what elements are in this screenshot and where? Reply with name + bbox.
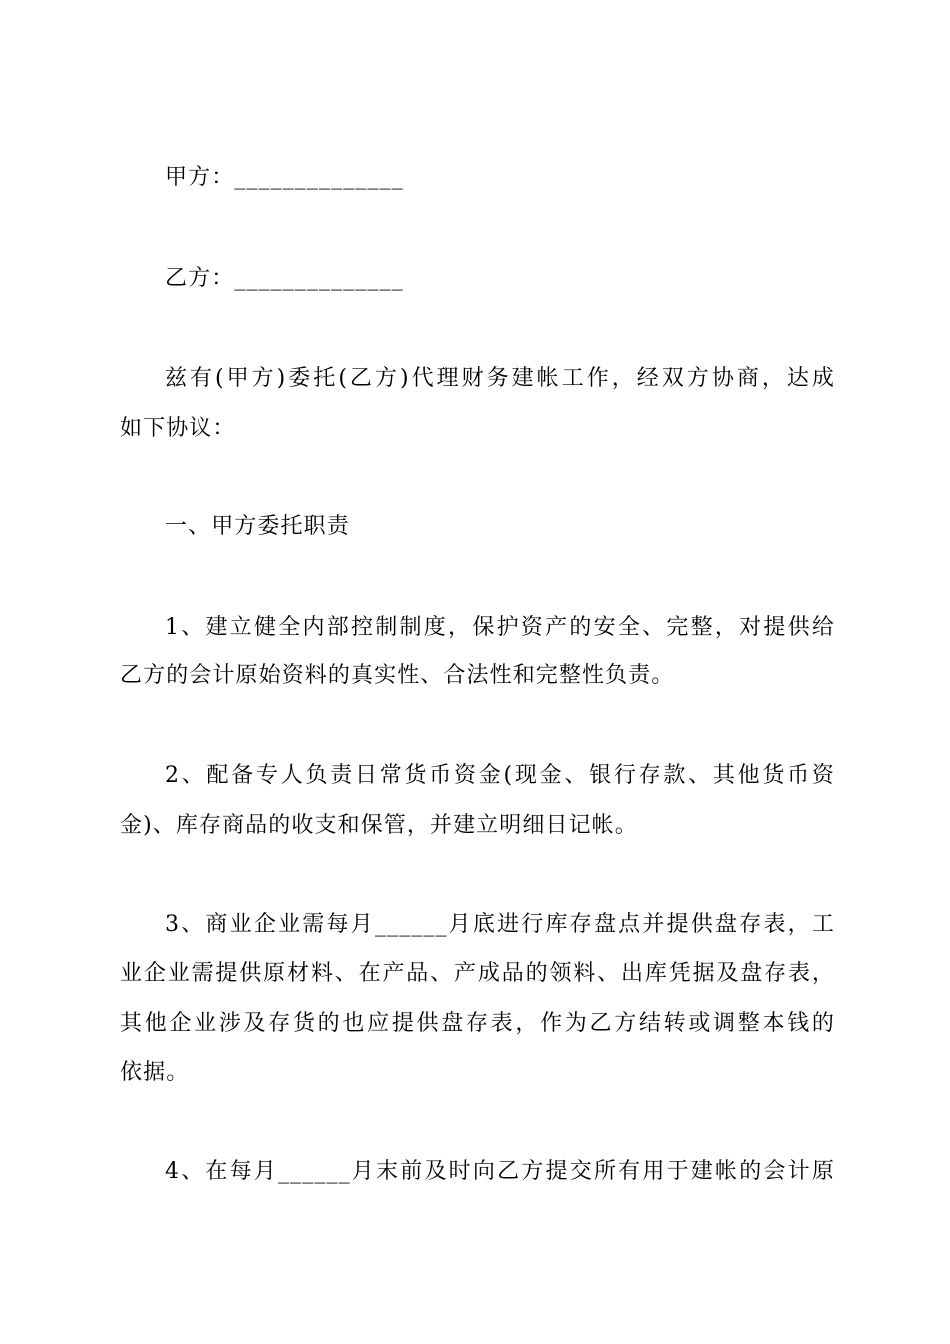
item-1-line-2: 乙方的会计原始资料的真实性、合法性和完整性负责。 — [120, 663, 675, 688]
item-2-line-1: 2、配备专人负责日常货币资金(现金、银行存款、其他货币资 — [165, 763, 835, 788]
intro-line-2: 如下协议： — [120, 416, 236, 441]
item-4-line-1: 4、在每月______月末前及时向乙方提交所有用于建帐的会计原 — [165, 1159, 835, 1184]
item-3-line-3: 其他企业涉及存货的也应提供盘存表，作为乙方结转或调整本钱的 — [120, 1011, 835, 1036]
item-3-line-2: 业企业需提供原材料、在产品、产成品的领料、出库凭据及盘存表， — [120, 961, 835, 986]
section-1-heading: 一、甲方委托职责 — [165, 514, 350, 539]
item-1-line-1: 1、建立健全内部控制制度，保护资产的安全、完整，对提供给 — [165, 615, 835, 640]
item-3-line-1: 3、商业企业需每月______月底进行库存盘点并提供盘存表，工 — [165, 912, 835, 937]
item-3-line-4: 依据。 — [120, 1060, 190, 1085]
party-a-line: 甲方：______________ — [165, 165, 404, 190]
party-b-line: 乙方：______________ — [165, 266, 404, 291]
intro-line-1: 兹有(甲方)委托(乙方)代理财务建帐工作，经双方协商，达成 — [165, 366, 835, 391]
item-2-line-2: 金)、库存商品的收支和保管，并建立明细日记帐。 — [120, 813, 638, 838]
